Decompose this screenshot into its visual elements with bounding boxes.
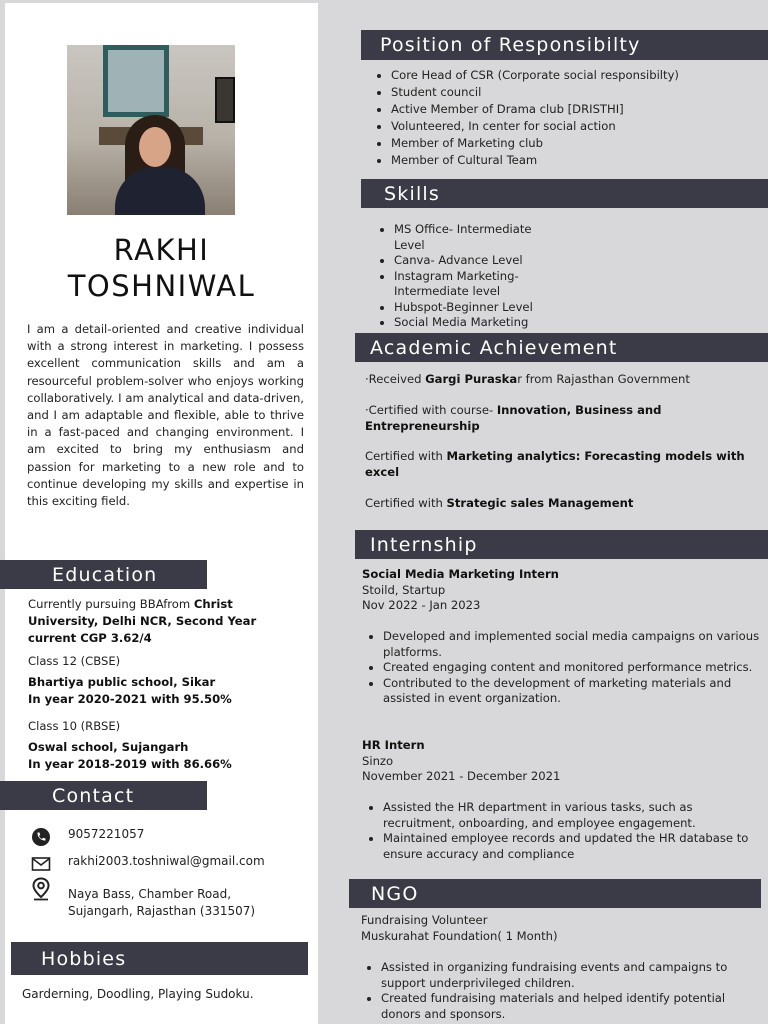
location-pin-icon <box>30 878 52 900</box>
education-current <box>28 596 303 647</box>
skill-item: • Hubspot-Beginner Level <box>394 300 551 316</box>
profile-photo <box>67 45 235 215</box>
academic-item-1-prefix: ·Received <box>365 372 426 386</box>
responsibility-heading: Position of Responsibilty <box>361 30 768 60</box>
class10-year: In year 2018-2019 with 86.66% <box>28 757 232 771</box>
academic-item-1-suffix: r from Rajasthan Government <box>517 372 690 386</box>
job2-title: HR Intern <box>362 738 425 752</box>
contact-address-row <box>30 878 255 920</box>
skill-item: • MS Office- Intermediate Level <box>394 222 551 253</box>
responsibility-item: • Active Member of Drama club [DRISTHI] <box>391 101 753 118</box>
job1-title: Social Media Marketing Intern <box>362 567 559 581</box>
academic-item-2-course: Innovation, Business and Entrepreneurship <box>365 403 662 433</box>
job1-company: Stoild, Startup <box>362 582 446 597</box>
contact-phone-row <box>30 826 144 848</box>
contact-email[interactable]: rakhi2003.toshniwal@gmail.com <box>68 854 265 868</box>
skills-list <box>376 222 551 331</box>
responsibility-list <box>373 67 753 169</box>
contact-address-line1: Naya Bass, Chamber Road, <box>68 887 232 901</box>
skill-item: • Instagram Marketing- Intermediate level <box>394 269 551 300</box>
job1-duty-item: • Created engaging content and monitored performance metrics. <box>383 660 765 676</box>
email-icon <box>30 853 52 875</box>
responsibility-item: • Core Head of CSR (Corporate social responsibilty) <box>391 67 753 84</box>
ngo-heading: NGO <box>349 879 761 908</box>
academic-item-4-prefix: Certified with <box>365 496 447 510</box>
responsibility-item: • Member of Marketing club <box>391 135 753 152</box>
internship-job-1 <box>362 567 762 614</box>
class12-label: Class 12 (CBSE) <box>28 654 121 668</box>
class12-year: In year 2020-2021 with 95.50% <box>28 692 232 706</box>
class10-school: Oswal school, Sujangarh <box>28 740 189 754</box>
academic-item-1-award: Gargi Puraska <box>425 372 518 386</box>
phone-icon <box>30 826 52 848</box>
academic-item-2 <box>365 402 745 434</box>
academic-item-3 <box>365 448 745 480</box>
ngo-duties <box>363 960 743 1022</box>
class10-details <box>28 739 303 773</box>
ngo-details <box>361 913 761 944</box>
contact-phone[interactable]: 9057221057 <box>68 827 145 841</box>
job2-duties <box>365 800 765 862</box>
internship-job-2 <box>362 738 762 785</box>
contact-address-line2: Sujangarh, Rajasthan (331507) <box>68 904 256 918</box>
name-last: TOSHNIWAL <box>67 269 256 303</box>
job2-dates: November 2021 - December 2021 <box>362 769 561 783</box>
hobbies-text: Garderning, Doodling, Playing Sudoku. <box>22 987 254 1001</box>
academic-item-3-course: Marketing analytics: Forecasting models with excel <box>365 449 745 479</box>
academic-item-3-prefix: Certified with <box>365 449 447 463</box>
class12-school: Bhartiya public school, Sikar <box>28 675 216 689</box>
job1-duty-item: • Developed and implemented social media campaigns on various platforms. <box>383 629 765 660</box>
skill-item: • Social Media Marketing <box>394 315 551 331</box>
job2-duty-item: • Assisted the HR department in various tasks, such as recruitment, onboarding, and employee engagement. <box>383 800 765 831</box>
ngo-role: Fundraising Volunteer <box>361 913 488 927</box>
ngo-duty-item: • Assisted in organizing fundraising events and campaigns to support underprivileged children. <box>381 960 743 991</box>
hobbies-heading: Hobbies <box>11 942 308 975</box>
education-current-prefix: Currently pursuing BBAfrom <box>28 597 194 611</box>
responsibility-item: • Member of Cultural Team <box>391 152 753 169</box>
academic-item-4 <box>365 495 745 511</box>
contact-email-row <box>30 853 265 875</box>
class12-details <box>28 674 303 708</box>
ngo-duty-item: • Created fundraising materials and helped identify potential donors and sponsors. <box>381 991 743 1022</box>
responsibility-item: • Volunteered, In center for social action <box>391 118 753 135</box>
internship-heading: Internship <box>355 530 768 559</box>
job2-company: Sinzo <box>362 753 394 768</box>
contact-heading: Contact <box>0 781 207 810</box>
skills-heading: Skills <box>361 179 768 208</box>
name-first: RAKHI <box>113 233 210 267</box>
job1-dates: Nov 2022 - Jan 2023 <box>362 598 481 612</box>
job2-duty-item: • Maintained employee records and updated the HR database to ensure accuracy and compliance <box>383 831 765 862</box>
skill-item: • Canva- Advance Level <box>394 253 551 269</box>
about-text: I am a detail-oriented and creative individual with a strong interest in marketing. I possess excellent communication skills and am a resourceful problem-solver who enjoys working collaboratively. I am analytical and data-driven, and I am adaptable and flexible, able to thrive in a fast-paced and changing environment. I am excited to bring my enthusiasm and passion for marketing to a new role and to continue developing my skills and expertise in this exciting field. <box>27 322 304 509</box>
academic-item-2-prefix: ·Certified with course- <box>365 403 497 417</box>
education-heading: Education <box>0 560 207 589</box>
academic-item-4-course: Strategic sales Management <box>446 496 634 510</box>
academic-heading: Academic Achievement <box>355 333 768 362</box>
education-current-institution: Christ University, Delhi NCR, Second Year current CGP 3.62/4 <box>28 597 257 645</box>
responsibility-item: • Student council <box>391 84 753 101</box>
class10-label: Class 10 (RBSE) <box>28 719 121 733</box>
ngo-org: Muskurahat Foundation( 1 Month) <box>361 928 558 943</box>
job1-duty-item: • Contributed to the development of marketing materials and assisted in event organization. <box>383 676 765 707</box>
contact-address <box>68 886 255 920</box>
academic-item-1 <box>365 371 745 387</box>
job1-duties <box>365 629 765 707</box>
